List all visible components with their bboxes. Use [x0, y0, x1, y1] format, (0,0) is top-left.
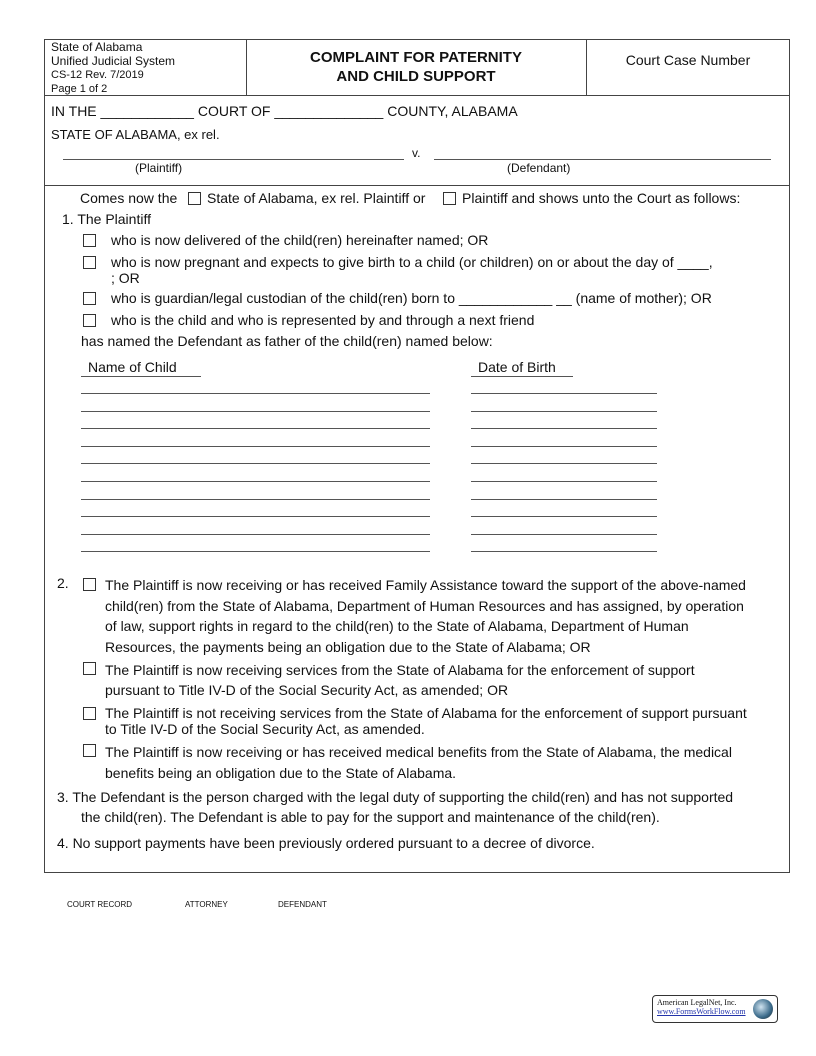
option-medical-benefits: The Plaintiff is now receiving or has received medical benefits from the State of Alabama, the medical benefits being an obligation due to the State of Alabama.: [105, 744, 732, 781]
option-pregnant: who is now pregnant and expects to give birth to a child (or children) on or about the day of ____,: [111, 254, 713, 270]
option-not-receiving-services: The Plaintiff is not receiving services from the State of Alabama for the enforcement of support pursuant to Title IV-D of the Social Security Act, as amended.: [105, 705, 747, 737]
plaintiff-label: (Plaintiff): [135, 161, 183, 175]
intro-text: Comes now the: [80, 190, 178, 206]
globe-icon: [753, 999, 773, 1019]
paragraph-1-tail: has named the Defendant as father of the child(ren) named below:: [81, 333, 493, 349]
logo-name: American LegalNet, Inc.: [657, 998, 737, 1007]
plaintiff-checkbox[interactable]: [443, 192, 456, 205]
delivered-checkbox[interactable]: [83, 234, 96, 247]
family-assistance-checkbox[interactable]: [83, 578, 96, 591]
versus-label: v.: [412, 146, 421, 160]
state-ex-rel-checkbox[interactable]: [188, 192, 201, 205]
child-dob-field[interactable]: [471, 551, 657, 552]
plaintiff-field[interactable]: [63, 159, 404, 160]
name-of-child-header: Name of Child: [88, 359, 177, 375]
court-system-info: [51, 40, 175, 96]
paragraph-2-number: 2.: [57, 575, 69, 591]
iv-d-services-checkbox[interactable]: [83, 662, 96, 675]
distribution-attorney: ATTORNEY: [185, 900, 228, 909]
state-label: State of Alabama: [51, 40, 143, 54]
child-dob-field[interactable]: [471, 446, 657, 447]
child-dob-field[interactable]: [471, 481, 657, 482]
child-name-field[interactable]: [81, 534, 430, 535]
child-name-field[interactable]: [81, 428, 430, 429]
form-number: CS-12 Rev. 7/2019: [51, 69, 144, 81]
american-legalnet-logo[interactable]: [652, 995, 778, 1023]
distribution-defendant: DEFENDANT: [278, 900, 327, 909]
intro-option-state: State of Alabama, ex rel. Plaintiff or: [207, 190, 426, 206]
system-label: Unified Judicial System: [51, 54, 176, 68]
child-dob-field[interactable]: [471, 463, 657, 464]
paragraph-1-heading: 1. The Plaintiff: [62, 211, 151, 227]
paragraph-4: 4. No support payments have been previously ordered pursuant to a decree of divorce.: [57, 835, 595, 851]
defendant-label: (Defendant): [507, 161, 571, 175]
not-receiving-services-checkbox[interactable]: [83, 707, 96, 720]
defendant-field[interactable]: [434, 159, 771, 160]
paragraph-3: 3. The Defendant is the person charged with the legal duty of supporting the child(ren) and has not supported the child(ren). The Defendant is able to pay for the support and maintenance of the child(ren).: [57, 789, 734, 825]
option-iv-d-services: The Plaintiff is now receiving services from the State of Alabama for the enforcement of support pursuant to Title IV-D of the Social Security Act, as amended; OR: [105, 662, 695, 698]
child-name-field[interactable]: [81, 551, 430, 552]
option-next-friend: who is the child and who is represented by and through a next friend: [111, 312, 535, 328]
date-of-birth-header: Date of Birth: [478, 359, 556, 375]
option-pregnant-cont: ; OR: [111, 270, 140, 286]
child-name-field[interactable]: [81, 393, 430, 394]
child-dob-field[interactable]: [471, 428, 657, 429]
page-indicator: Page 1 of 2: [51, 83, 108, 95]
child-name-field[interactable]: [81, 499, 430, 500]
option-family-assistance: The Plaintiff is now receiving or has received Family Assistance toward the support of the above-named child(ren) from the State of Alabama, Department of Human Resources and has assigned, by operation of law, support rights in regard to the child(ren) to the State of Alabama, Department of Human Resources, the payments being an obligation due to the State of Alabama; OR: [105, 577, 746, 655]
child-dob-field[interactable]: [471, 516, 657, 517]
child-dob-field[interactable]: [471, 499, 657, 500]
child-dob-field[interactable]: [471, 411, 657, 412]
guardian-checkbox[interactable]: [83, 292, 96, 305]
intro-option-plaintiff: Plaintiff and shows unto the Court as follows:: [462, 190, 741, 206]
medical-benefits-checkbox[interactable]: [83, 744, 96, 757]
option-delivered: who is now delivered of the child(ren) hereinafter named; OR: [111, 232, 489, 248]
pregnant-checkbox[interactable]: [83, 256, 96, 269]
child-name-field[interactable]: [81, 411, 430, 412]
option-guardian: who is guardian/legal custodian of the child(ren) born to ____________ __ (name of mother); OR: [111, 290, 712, 306]
child-name-field[interactable]: [81, 446, 430, 447]
child-dob-field[interactable]: [471, 393, 657, 394]
child-dob-field[interactable]: [471, 534, 657, 535]
form-title: COMPLAINT FOR PATERNITY AND CHILD SUPPORT: [310, 49, 522, 85]
court-case-number-label: Court Case Number: [625, 52, 751, 68]
child-name-field[interactable]: [81, 463, 430, 464]
child-name-field[interactable]: [81, 481, 430, 482]
distribution-court-record: COURT RECORD: [67, 900, 133, 909]
state-ex-rel-label: STATE OF ALABAMA, ex rel.: [51, 127, 220, 142]
logo-url[interactable]: www.FormsWorkFlow.com: [657, 1007, 746, 1016]
court-county-line[interactable]: IN THE ____________ COURT OF ______________ COUNTY, ALABAMA: [51, 103, 518, 119]
next-friend-checkbox[interactable]: [83, 314, 96, 327]
child-name-field[interactable]: [81, 516, 430, 517]
